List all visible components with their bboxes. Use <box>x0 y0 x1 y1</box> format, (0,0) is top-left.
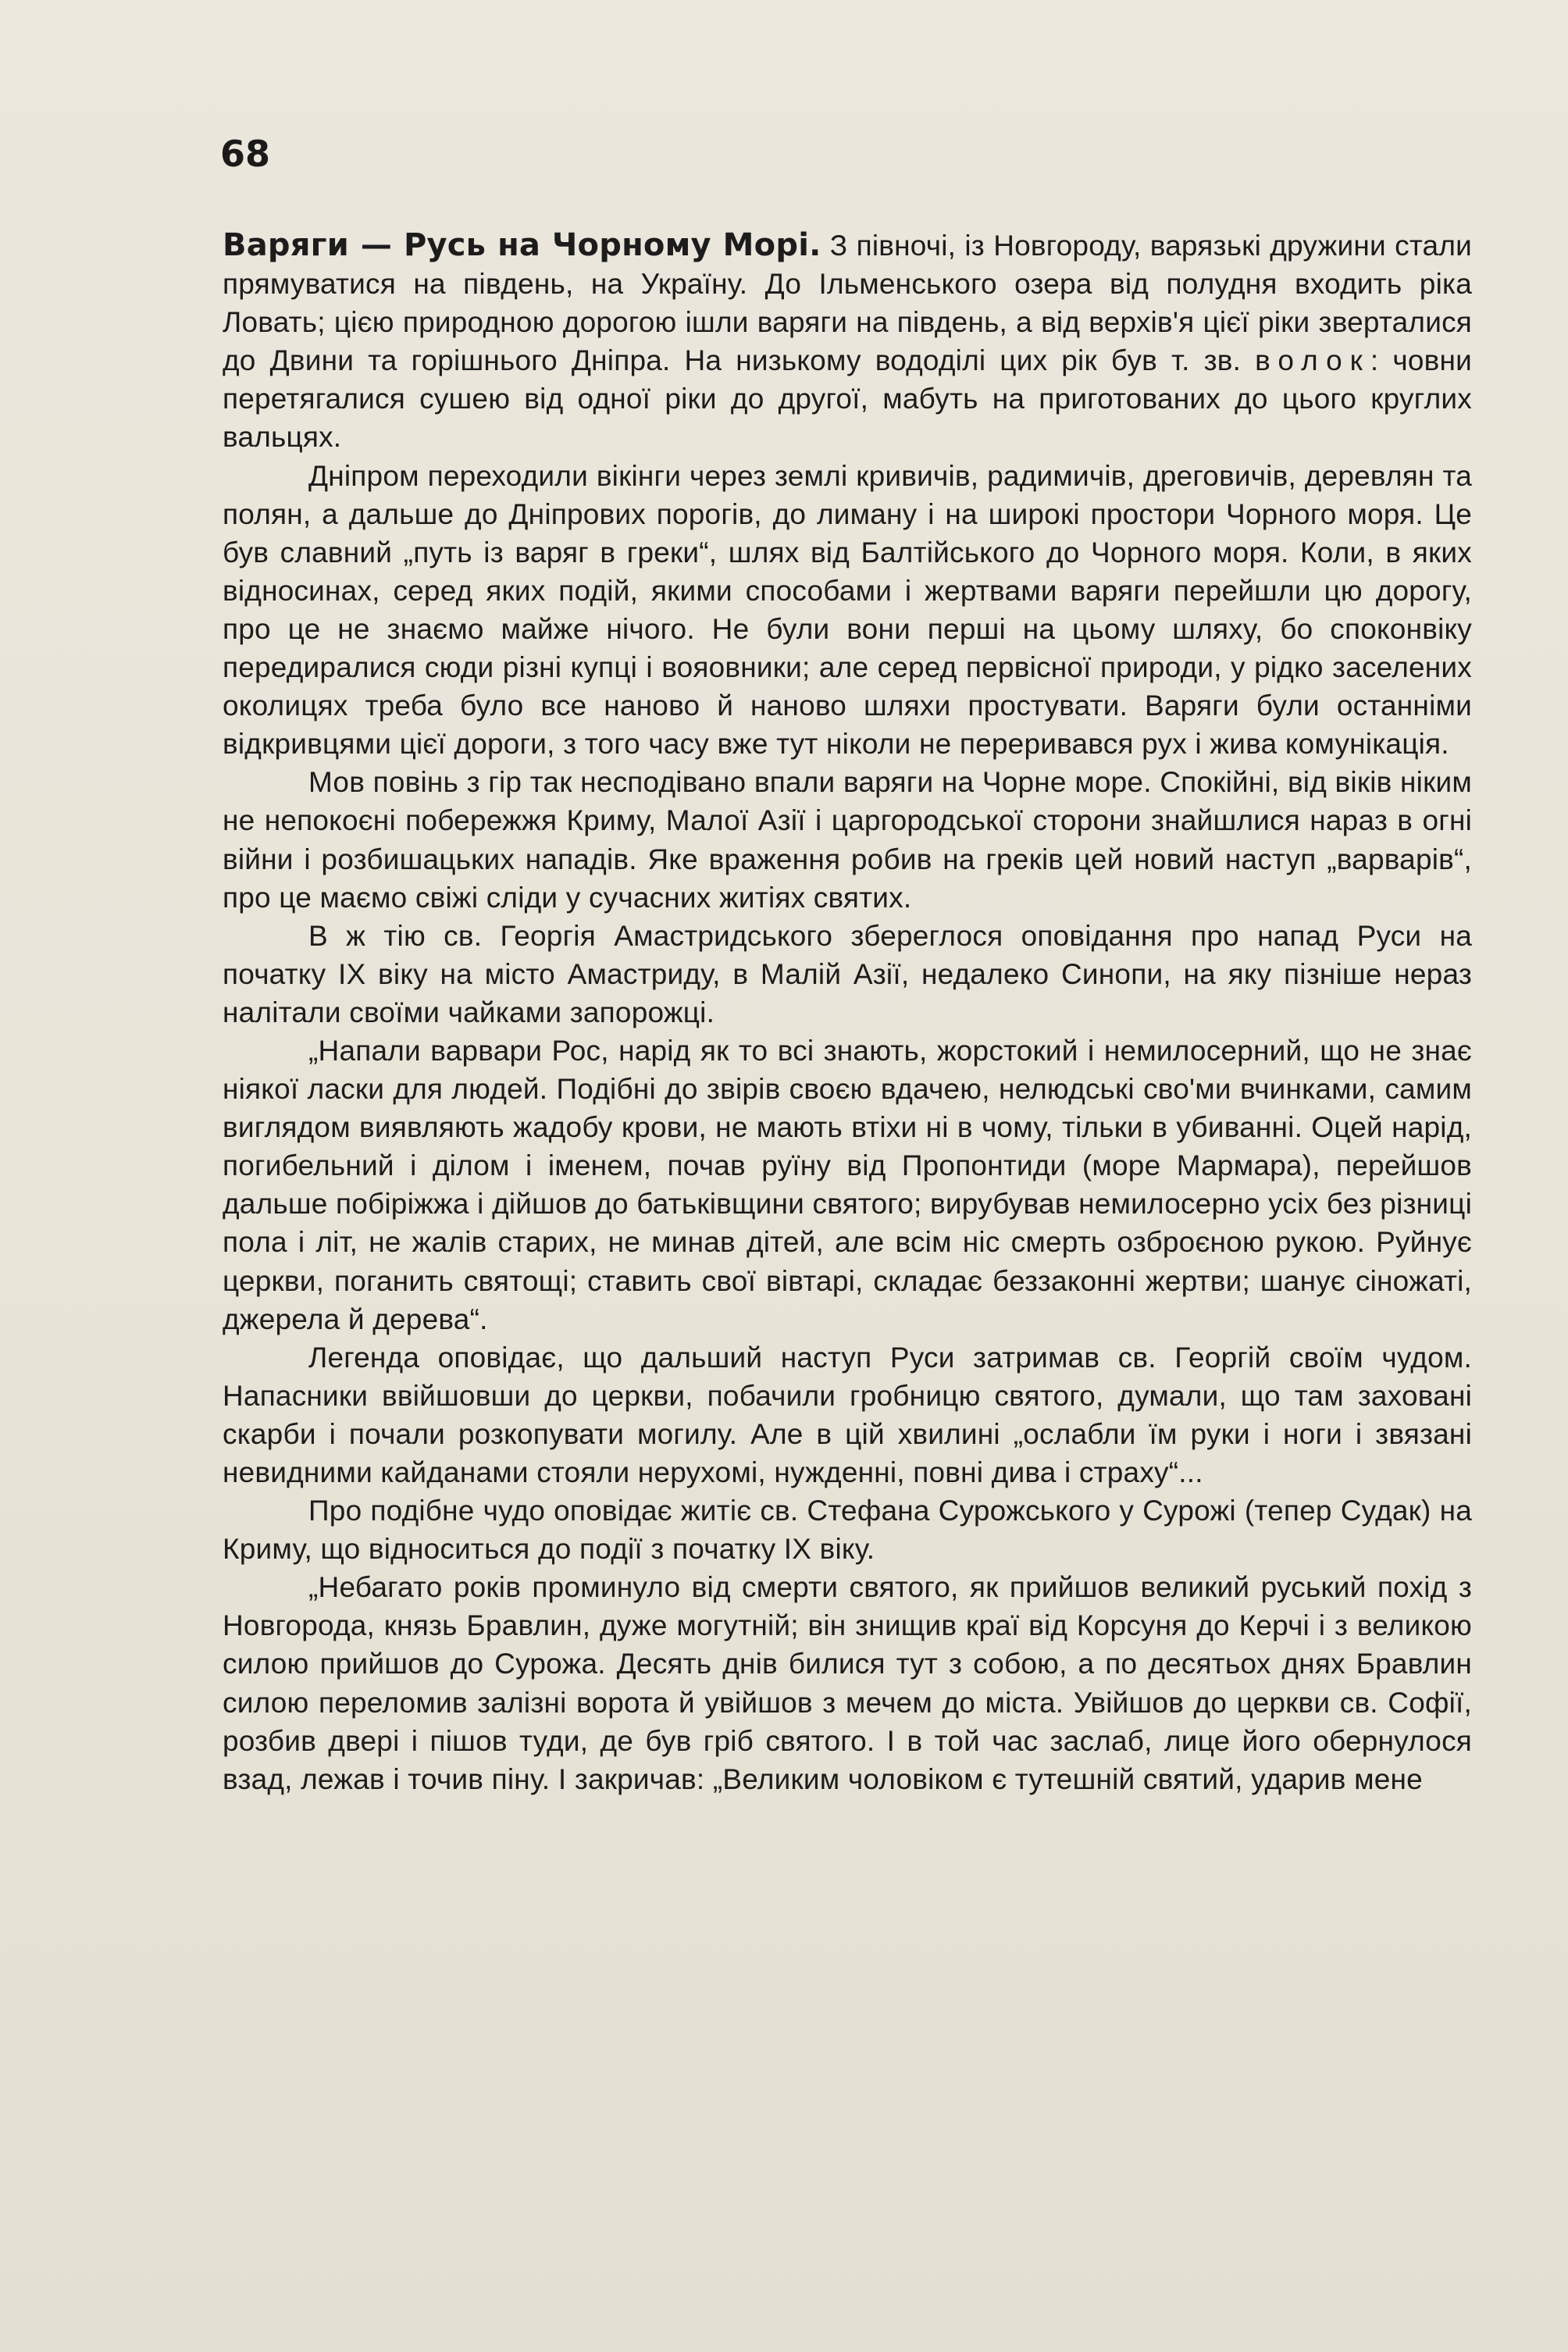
paragraph-2: Дніпром переходили вікінги через землі кривичів, радимичів, дреговичів, деревлян та полян, а дальше до Дніпрових порогів, до лиману і на широкі простори Чорного моря. Це був славний „путь із варяг в греки“, шлях від Балтійського до Чорного моря. Коли, в яких відносинах, серед яких подій, якими способами і жертвами варяги перейшли цю дорогу, про це не знаємо майже нічого. Не були вони перші на цьому шляху, бо споконвіку передиралися сюди різні купці і вояовники; але серед первісної природи, у рідко заселених околицях треба було все наново й наново шляхи простувати. Варяги були останніми відкривцями цієї дороги, з того часу вже тут ніколи не переривався рух і жива комунікація. <box>223 459 1472 761</box>
paragraph-8-quote: „Небагато років проминуло від смерти святого, як прийшов великий руський похід з Новгорода, князь Бравлин, дуже могутній; він знищив краї від Корсуня до Керчі і з великою силою прийшов до Сурожа. Десять днів билися тут з собою, а по десятьох днях Бравлин силою переломив залізні ворота й увійшов з мечем до міста. Увійшов до церкви св. Софії, розбив двері і пішов туди, де був гріб святого. І в той час заслаб, лице його обернулося взад, лежав і точив піну. І закричав: „Великим чоловіком є тутешній святий, ударив мене <box>223 1571 1472 1795</box>
paragraph-6: Легенда оповідає, що дальший наступ Руси затримав св. Георгій своїм чудом. Напасники ввійшовши до церкви, побачили гробницю святого, думали, що там заховані скарби і почали розкопувати могилу. Але в цій хвилині „ослабли їм руки і ноги і звязані невидними кайданами стояли нерухомі, нужденні, повні дива і страху“... <box>223 1341 1472 1488</box>
paragraph-3: Мов повінь з гір так несподівано впали варяги на Чорне море. Спокійні, від віків ніким не непокоєні побережжя Криму, Малої Азії і царгородської сторони знайшлися нараз в огні війни і розбишацьких нападів. Яке враження робив на греків цей новий наступ „варварів“, про це маємо свіжі сліди у сучасних житіях святих. <box>223 766 1472 914</box>
spaced-term: волок <box>1255 344 1370 377</box>
paragraph-5-quote: „Напали варвари Рос, нарід як то всі знають, жорстокий і немилосерний, що не знає ніякої ласки для людей. Подібні до звірів своєю вдачею, нелюдські сво'ми вчинками, самим виглядом виявляють жадобу крови, не мають втіхи ні в чому, тільки в убиванні. Оцей нарід, погибельний і ділом і іменем, почав руїну від Пропонтиди (море Мармара), перейшов дальше побіріжжа і дійшов до батьківщини святого; вирубував немилосерно усіх без різниці пола і літ, не жалів старих, не минав дітей, але всім ніс смерть озброєною рукою. Руйнує церкви, поганить святощі; ставить свої вівтарі, складає беззаконні жертви; шанує сіножаті, джерела й дерева“. <box>223 1034 1472 1335</box>
paragraph-4: В ж тію св. Георгія Амастридського збереглося оповідання про напад Руси на початку IX віку на місто Амастриду, в Малій Азії, недалеко Синопи, на яку пізніше нераз налітали своїми чайками запорожці. <box>223 919 1472 1028</box>
paragraph-7: Про подібне чудо оповідає житіє св. Стефана Сурожського у Сурожі (тепер Судак) на Криму, що відноситься до події з початку IX віку. <box>223 1495 1472 1566</box>
section-heading: Варяги — Русь на Чорному Морі. <box>223 227 821 263</box>
paragraph-1 <box>223 226 1472 457</box>
paragraph-1-text-before: З півночі, із Новгороду, варязькі дружини стали прямуватися на південь, на Україну. До Ільменського озера від полудня входить ріка Ловать; цією природною дорогою ішли варяги на південь, а від верхів'я цієї ріки зверталися до Двини та горішнього Дніпра. На низькому вододілі цих рік був т. зв. <box>223 230 1472 377</box>
page-number: 68 <box>220 133 271 175</box>
body-text <box>223 226 1472 1798</box>
paragraph-1-text-after: : човни перетягалися сушею від одної ріки до другої, мабуть на приготованих до цього круглих вальцях. <box>223 344 1472 454</box>
